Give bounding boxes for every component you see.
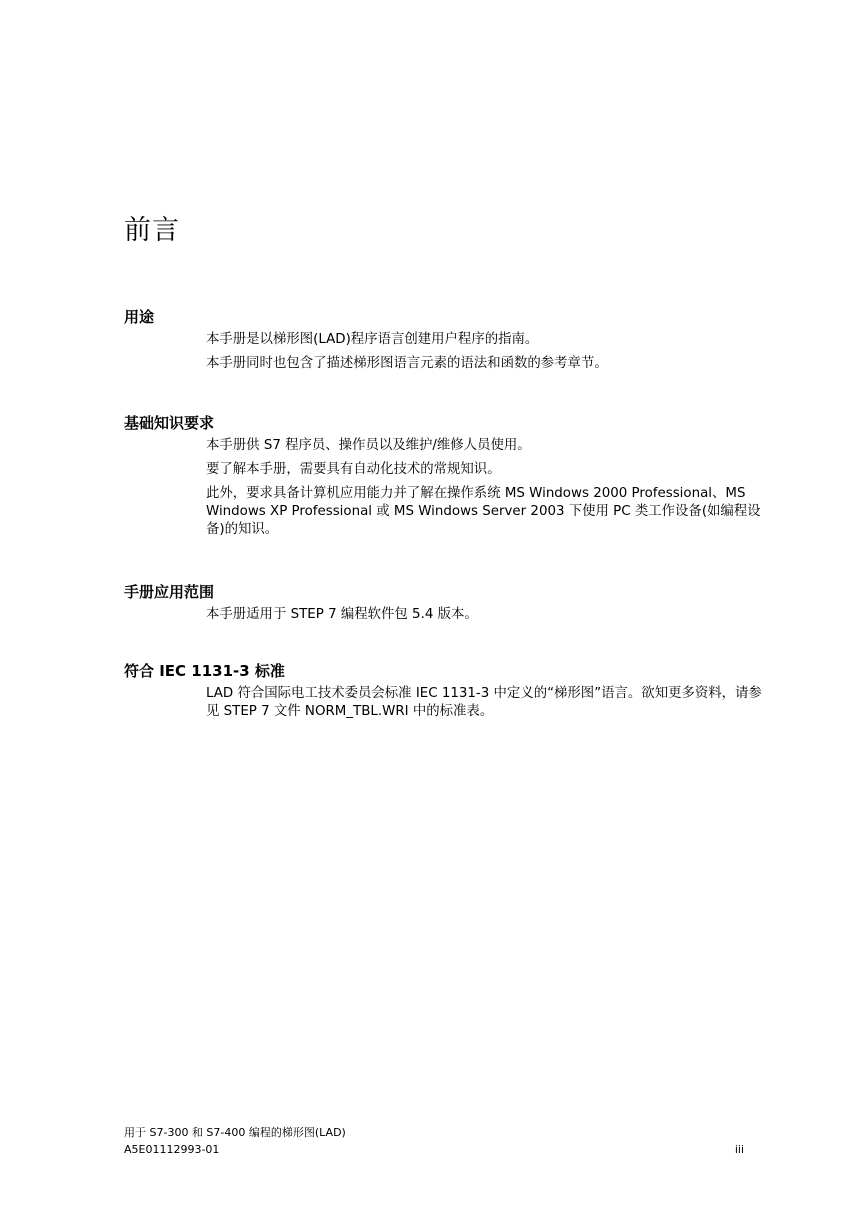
paragraph: 要了解本手册，需要具有自动化技术的常规知识。 xyxy=(206,462,501,477)
section-body-iec xyxy=(206,685,764,721)
section-body-prerequisites xyxy=(206,437,764,539)
section-purpose xyxy=(124,307,764,379)
footer-doc-number: A5E01112993-01 xyxy=(124,1143,220,1156)
section-prerequisites xyxy=(124,413,764,545)
section-body-scope xyxy=(206,606,764,624)
footer-document-info xyxy=(124,1124,346,1158)
paragraph: 本手册适用于 STEP 7 编程软件包 5.4 版本。 xyxy=(206,607,478,622)
paragraph: 本手册供 S7 程序员、操作员以及维护/维修人员使用。 xyxy=(206,438,531,453)
paragraph: 本手册同时也包含了描述梯形图语言元素的语法和函数的参考章节。 xyxy=(206,356,608,371)
section-heading-prerequisites: 基础知识要求 xyxy=(124,414,215,432)
section-heading-iec: 符合 IEC 1131-3 标准 xyxy=(124,662,285,680)
section-heading-purpose: 用途 xyxy=(124,308,155,326)
paragraph: 本手册是以梯形图(LAD)程序语言创建用户程序的指南。 xyxy=(206,332,539,347)
page-title: 前言 xyxy=(124,215,180,246)
footer-title: 用于 S7-300 和 S7-400 编程的梯形图(LAD) xyxy=(124,1126,346,1139)
page-number: iii xyxy=(734,1143,744,1156)
paragraph: 此外，要求具备计算机应用能力并了解在操作系统 MS Windows 2000 Professional、MS Windows XP Professional 或 MS Windows Server 2003 下使用 PC 类工作设备(如编程设备)的知识。 xyxy=(206,486,761,537)
section-scope xyxy=(124,582,764,630)
section-body-purpose xyxy=(206,331,764,373)
paragraph: LAD 符合国际电工技术委员会标准 IEC 1131-3 中定义的“梯形图”语言。欲知更多资料，请参见 STEP 7 文件 NORM_TBL.WRI 中的标准表。 xyxy=(206,686,762,719)
section-iec-compliance xyxy=(124,661,764,727)
section-heading-scope: 手册应用范围 xyxy=(124,583,215,601)
